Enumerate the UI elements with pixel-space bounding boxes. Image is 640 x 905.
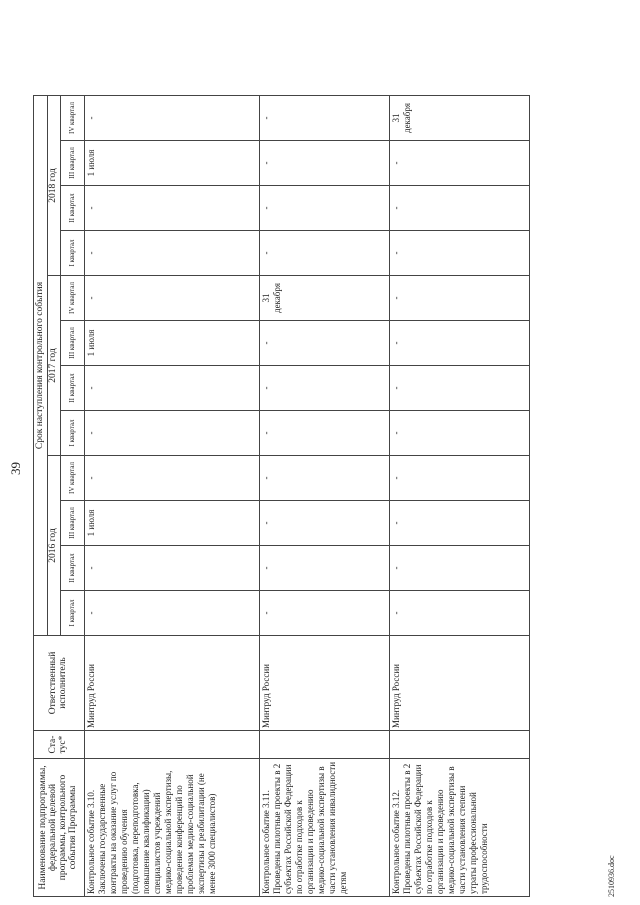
quarter-cell: - bbox=[84, 591, 259, 636]
header-executor: Ответственный исполнитель bbox=[34, 636, 85, 731]
file-name-footer: 2510936.doc bbox=[607, 855, 616, 897]
quarter-cell: - bbox=[259, 186, 389, 231]
quarter-cell: - bbox=[84, 186, 259, 231]
event-name: Контрольное событие 3.11. Проведены пилотные проекты в 2 субъектах Российской Федерации по отработке подходов к организации и проведению медико-социальной экспертизы в части установления инвалидности детям bbox=[259, 759, 389, 897]
quarter-cell: - bbox=[84, 366, 259, 411]
quarter-cell: - bbox=[259, 591, 389, 636]
table-row bbox=[259, 96, 389, 897]
header-year-2016: 2016 год bbox=[48, 456, 61, 636]
header-quarter: III квартал bbox=[60, 501, 84, 546]
quarter-cell: - bbox=[259, 456, 389, 501]
quarter-cell: - bbox=[259, 321, 389, 366]
header-deadline: Срок наступления контрольного события bbox=[34, 96, 48, 636]
quarter-cell: - bbox=[259, 366, 389, 411]
quarter-cell: 1 июля bbox=[84, 321, 259, 366]
quarter-cell: - bbox=[389, 276, 529, 321]
quarter-cell: 1 июля bbox=[84, 141, 259, 186]
quarter-cell: - bbox=[389, 141, 529, 186]
quarter-cell: - bbox=[389, 186, 529, 231]
table-row bbox=[389, 96, 529, 897]
quarter-cell: - bbox=[84, 546, 259, 591]
quarter-cell: - bbox=[259, 141, 389, 186]
header-quarter: I квартал bbox=[60, 411, 84, 456]
header-status: Ста-тус* bbox=[34, 731, 85, 759]
control-events-table bbox=[33, 95, 530, 897]
quarter-cell: - bbox=[84, 411, 259, 456]
event-status bbox=[84, 731, 259, 759]
event-executor: Минтруд России bbox=[389, 636, 529, 731]
quarter-cell: - bbox=[389, 366, 529, 411]
quarter-cell: - bbox=[84, 456, 259, 501]
quarter-cell: - bbox=[84, 96, 259, 141]
table-header bbox=[34, 96, 85, 897]
header-quarter: III квартал bbox=[60, 321, 84, 366]
header-quarter: II квартал bbox=[60, 186, 84, 231]
header-quarter: IV квартал bbox=[60, 276, 84, 321]
header-quarter: I квартал bbox=[60, 231, 84, 276]
header-name: Наименование подпрограммы, федеральной целевой программы, контрольного события Программы bbox=[34, 759, 85, 897]
event-status bbox=[389, 731, 529, 759]
header-quarter: IV квартал bbox=[60, 96, 84, 141]
event-name: Контрольное событие 3.12. Проведены пилотные проекты в 2 субъектах Российской Федерации по отработке подходов к организации и проведению медико-социальной экспертизы в части установления степени утраты профессиональной трудоспособности bbox=[389, 759, 529, 897]
quarter-cell: - bbox=[259, 546, 389, 591]
quarter-cell: - bbox=[84, 276, 259, 321]
quarter-cell: - bbox=[389, 231, 529, 276]
event-status bbox=[259, 731, 389, 759]
header-quarter: I квартал bbox=[60, 591, 84, 636]
quarter-cell: 31 декабря bbox=[389, 96, 529, 141]
quarter-cell: - bbox=[389, 546, 529, 591]
table-row bbox=[84, 96, 259, 897]
header-quarter: IV квартал bbox=[60, 456, 84, 501]
quarter-cell: 1 июля bbox=[84, 501, 259, 546]
quarter-cell: - bbox=[259, 411, 389, 456]
quarter-cell: - bbox=[389, 321, 529, 366]
quarter-cell: - bbox=[389, 456, 529, 501]
page-number: 39 bbox=[8, 462, 23, 475]
quarter-cell: - bbox=[259, 231, 389, 276]
header-quarter: II квартал bbox=[60, 546, 84, 591]
header-quarter: III квартал bbox=[60, 141, 84, 186]
event-executor: Минтруд России bbox=[84, 636, 259, 731]
event-name: Контрольное событие 3.10. Заключены государственные контракты на оказание услуг по проведению обучения (подготовка, переподготовка, повышение квалификации) специалистов учреждений медико-социальной экспертизы, проведение конференций по проблемам медико-социальной экспертизы и реабилитации (не менее 3000 специалистов) bbox=[84, 759, 259, 897]
quarter-cell: - bbox=[389, 591, 529, 636]
quarter-cell: - bbox=[389, 411, 529, 456]
quarter-cell: - bbox=[389, 501, 529, 546]
header-year-2018: 2018 год bbox=[48, 96, 61, 276]
quarter-cell: - bbox=[259, 96, 389, 141]
quarter-cell: 31 декабря bbox=[259, 276, 389, 321]
quarter-cell: - bbox=[259, 501, 389, 546]
quarter-cell: - bbox=[84, 231, 259, 276]
event-executor: Минтруд России bbox=[259, 636, 389, 731]
header-year-2017: 2017 год bbox=[48, 276, 61, 456]
header-quarter: II квартал bbox=[60, 366, 84, 411]
